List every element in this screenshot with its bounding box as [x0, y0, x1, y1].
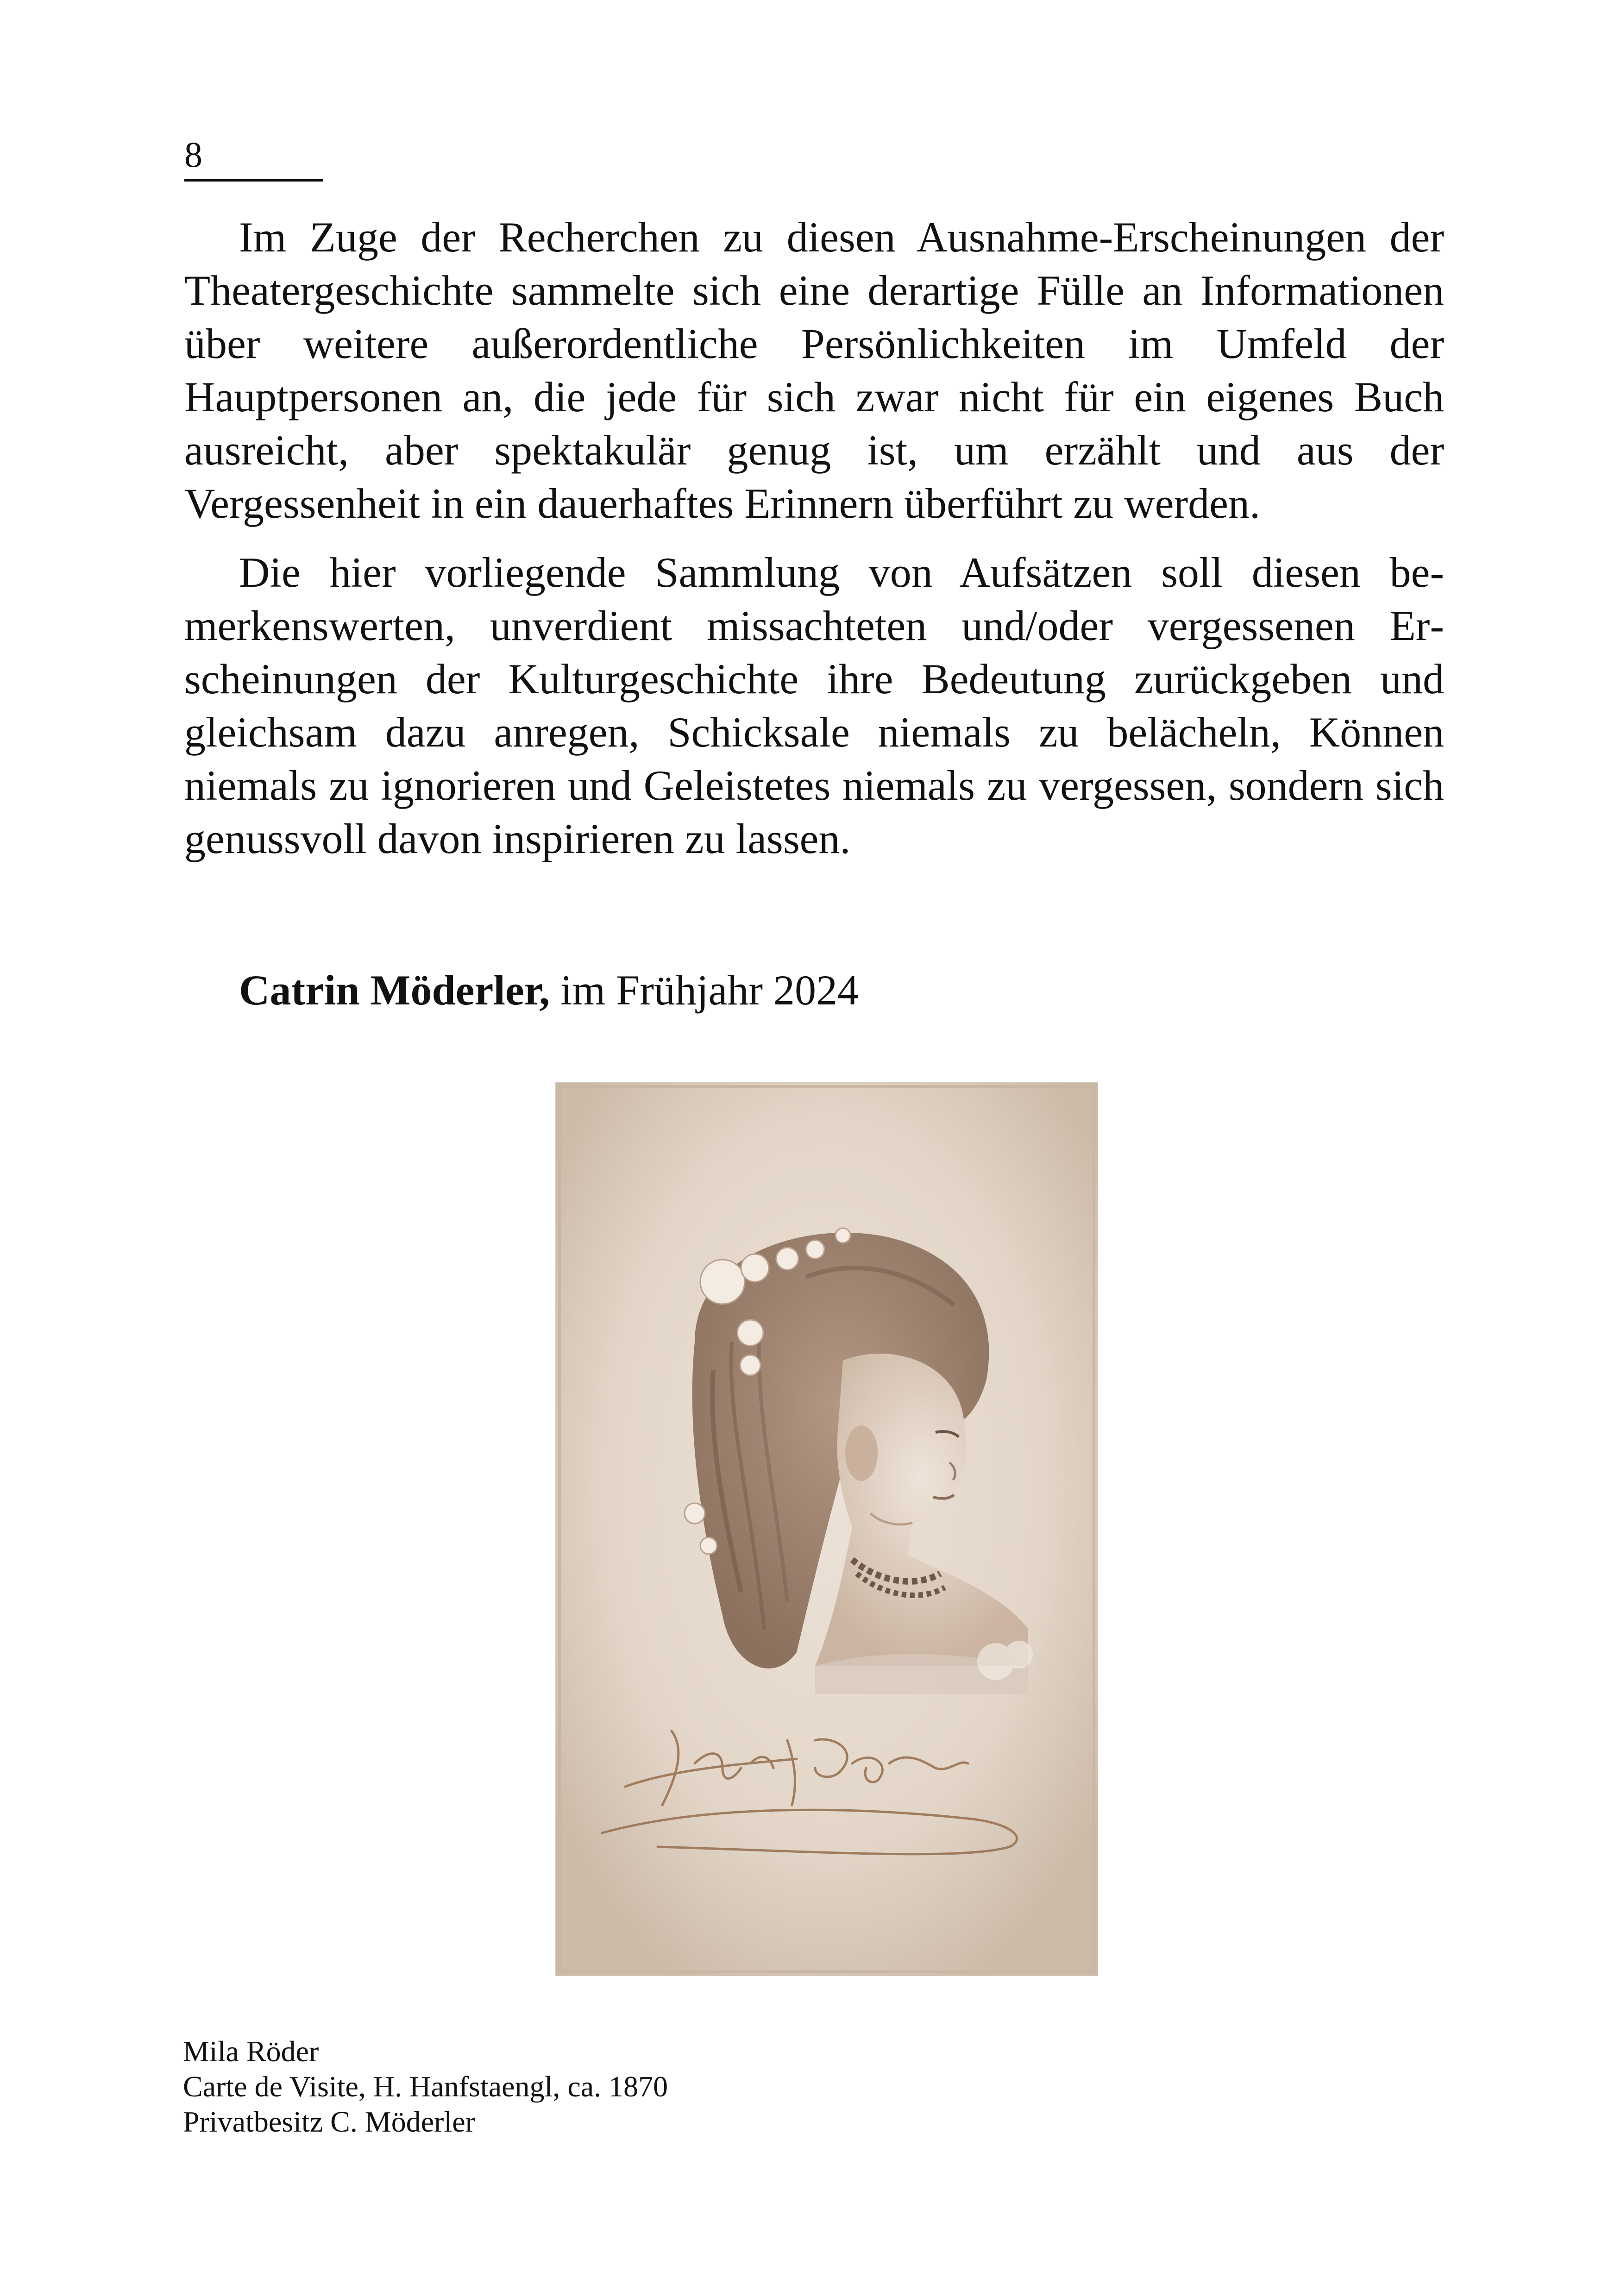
paragraph-2: Die hier vorliegende Sammlung von Aufsätzen soll diesen bemerkenswerten, unverdient missachteten und/oder vergessenen Erscheinungen der Kulturgeschichte ihre Bedeutung zurückgeben und gleichsam dazu anregen, Schicksale niemals zu belächeln, Können niemals zu ignorieren und Geleistetes niemals zu vergessen, sondern sich genussvoll davon inspirieren zu lassen. [184, 549, 1444, 862]
paragraph-1: Im Zuge der Recherchen zu diesen Ausnahme-Erscheinungen der Theatergeschichte sammelte sich eine derartige Fülle an Informationen über weitere außerordentliche Persönlichkeiten im Umfeld der Hauptpersonen an, die jede für sich zwar nicht für ein eigenes Buch ausreicht, aber spektakulär genug ist, um erzählt und aus der Vergessenheit in ein dauerhaftes Erinnern überführt zu werden. [184, 213, 1444, 527]
author-signature-line [239, 966, 859, 1014]
caption-description: Carte de Visite, H. Hanfstaengl, ca. 1870 [183, 2070, 668, 2103]
carte-de-visite-photo [556, 1083, 1098, 1976]
caption-ownership: Privatbesitz C. Möderler [183, 2105, 475, 2138]
page-number: 8 [184, 134, 202, 175]
caption-title: Mila Röder [183, 2035, 319, 2068]
photo-caption [183, 2034, 668, 2139]
portrait-photo-illustration [556, 1083, 1098, 1976]
author-name: Catrin Möderler, [239, 966, 550, 1014]
signature-date: im Frühjahr 2024 [550, 966, 859, 1014]
foreword-text [184, 211, 1444, 881]
page-number-underline [184, 179, 323, 182]
